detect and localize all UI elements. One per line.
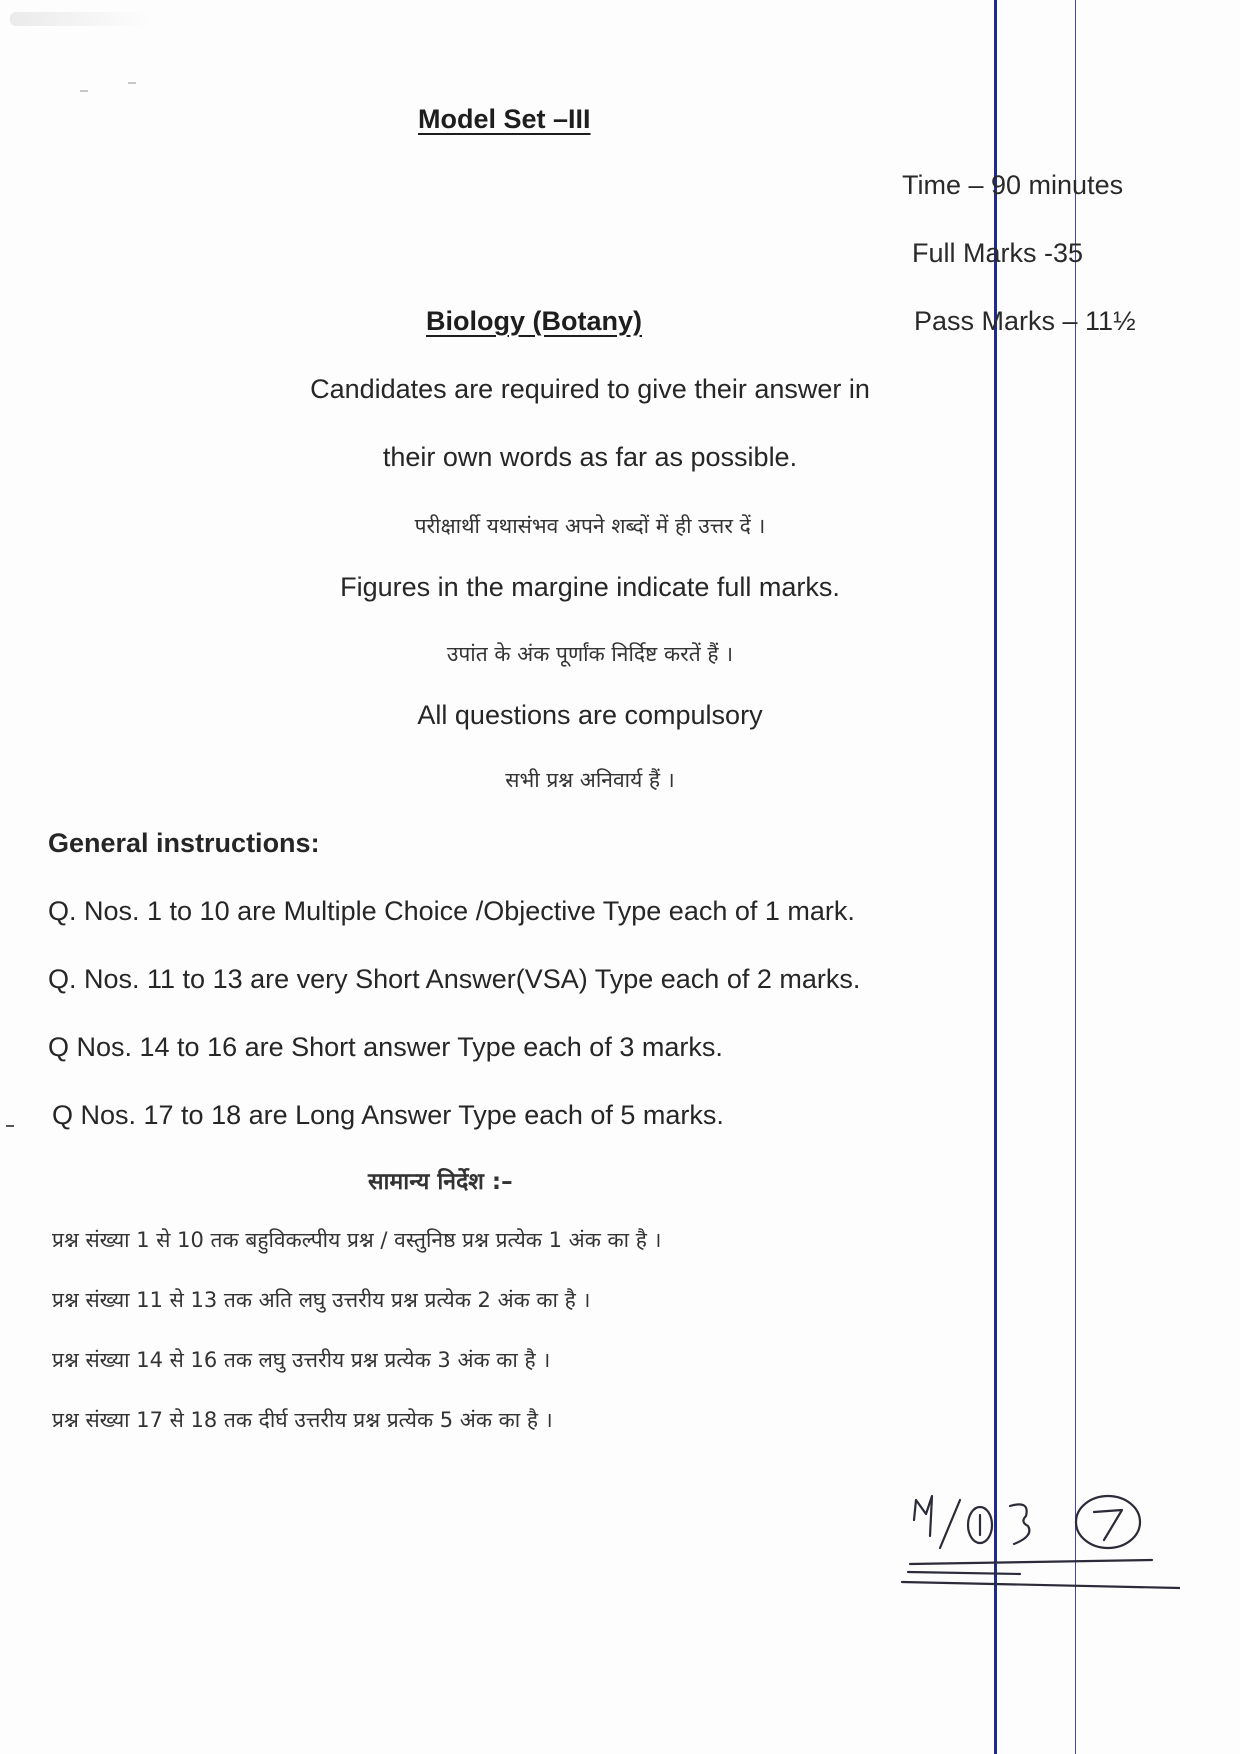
time-allowed: Time – 90 minutes [902,170,1124,200]
hindi-instructions-heading: सामान्य निर्देश :– [368,1169,513,1195]
general-instruction-item: Q. Nos. 1 to 10 are Multiple Choice /Objective Type each of 1 mark. [48,896,855,926]
intro-hindi: परीक्षार्थी यथासंभव अपने शब्दों में ही उत्तर दें । [414,514,766,538]
hindi-instruction-item: प्रश्न संख्या 11 से 13 तक अति लघु उत्तरीय प्रश्न प्रत्येक 2 अंक का है । [52,1288,591,1312]
hindi-instruction-item: प्रश्न संख्या 1 से 10 तक बहुविकल्पीय प्रश्न / वस्तुनिष्ठ प्रश्न प्रत्येक 1 अंक का है । [52,1228,662,1252]
compulsory-note: All questions are compulsory [417,700,763,730]
pass-marks: Pass Marks – 11½ [914,306,1136,336]
subject-title: Biology (Botany) [426,306,642,336]
scan-speck [80,90,88,92]
scan-speck [128,82,136,84]
intro-line-2: their own words as far as possible. [382,442,798,472]
compulsory-note-hindi: सभी प्रश्न अनिवार्य हैं । [505,768,675,792]
model-set-title: Model Set –III [418,104,591,134]
general-instructions-heading: General instructions: [48,828,320,858]
handwritten-annotation [880,1470,1180,1590]
general-instruction-item: Q Nos. 14 to 16 are Short answer Type each of 3 marks. [48,1032,723,1062]
margin-mark [6,1125,14,1127]
intro-line-1: Candidates are required to give their answer in [310,374,870,404]
hindi-instruction-item: प्रश्न संख्या 17 से 18 तक दीर्घ उत्तरीय प्रश्न प्रत्येक 5 अंक का है । [52,1408,553,1432]
figures-note: Figures in the margine indicate full marks. [340,572,840,602]
scan-smudge [10,12,150,26]
full-marks: Full Marks -35 [912,238,1084,268]
figures-note-hindi: उपांत के अंक पूर्णांक निर्दिष्ट करतें हैं । [446,642,734,666]
general-instruction-item: Q. Nos. 11 to 13 are very Short Answer(VSA) Type each of 2 marks. [48,964,861,994]
general-instruction-item: Q Nos. 17 to 18 are Long Answer Type each of 5 marks. [52,1100,724,1130]
hindi-instruction-item: प्रश्न संख्या 14 से 16 तक लघु उत्तरीय प्रश्न प्रत्येक 3 अंक का है । [52,1348,551,1372]
